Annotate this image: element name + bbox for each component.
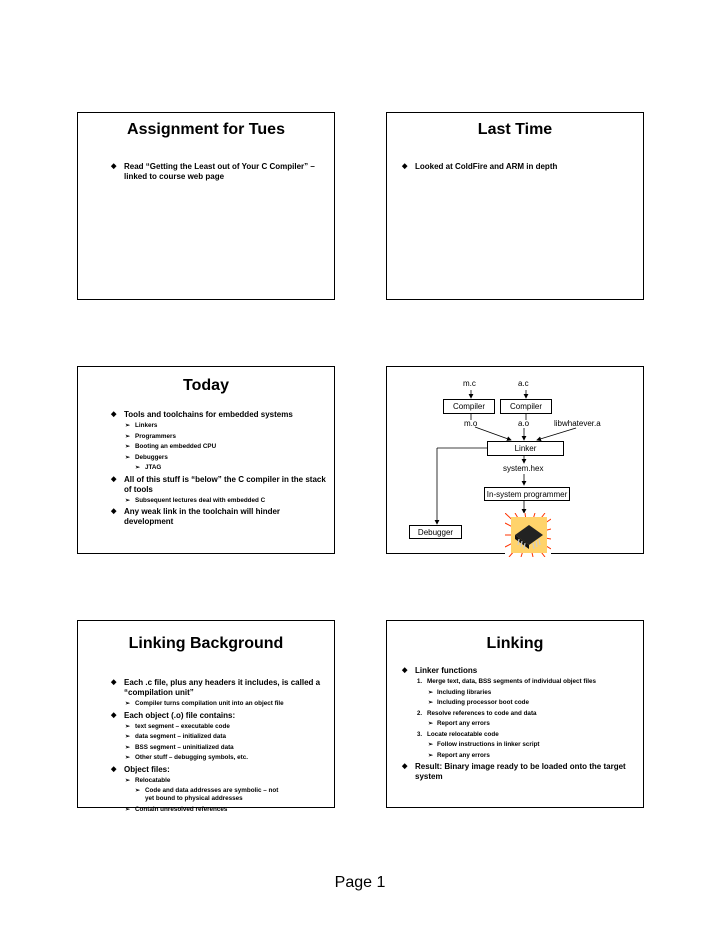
arrow-bullet-icon: ➢ (125, 444, 131, 450)
slide-title: Assignment for Tues (127, 121, 285, 138)
numbered-item: 3. Locate relocatable code (417, 730, 499, 738)
diamond-bullet-icon: ◆ (111, 163, 117, 170)
arrow-bullet-icon: ➢ (135, 465, 141, 471)
arrow-bullet-icon: ➢ (125, 755, 131, 761)
arrow-bullet-icon: ➢ (135, 788, 141, 794)
slide-linking-background (77, 620, 335, 813)
programmer-box: In-system programmer (484, 487, 570, 501)
arrow-bullet-icon: ➢ (125, 423, 131, 429)
bullet-item: ◆ Any weak link in the toolchain will hinder development (111, 507, 281, 526)
sub-bullet-item: ➢ text segment – executable code (125, 722, 230, 730)
sub-bullet-item: ➢ Other stuff – debugging symbols, etc. (125, 754, 249, 761)
diamond-bullet-icon: ◆ (402, 163, 408, 170)
slide-title: Last Time (477, 121, 553, 138)
linker-box: Linker (487, 441, 564, 456)
diamond-bullet-icon: ◆ (402, 763, 408, 770)
arrow-bullet-icon: ➢ (125, 433, 131, 440)
sub-bullet-item: ➢ Linkers (125, 422, 158, 429)
sub-bullet-item: ➢ Contain unresolved references (125, 805, 228, 813)
diamond-bullet-icon: ◆ (111, 765, 117, 773)
object-file-m: m.o (464, 419, 478, 428)
bullet-item: ◆ Result: Binary image ready to be loaded onto the target system (402, 762, 626, 781)
arrow-bullet-icon: ➢ (125, 701, 131, 707)
item-number: 1. (417, 679, 423, 685)
slide-linking (386, 620, 644, 808)
chip-icon (505, 513, 551, 557)
slide-title: Linking (486, 635, 544, 652)
diamond-bullet-icon: ◆ (111, 508, 117, 515)
arrow-bullet-icon: ➢ (125, 777, 131, 784)
item-number: 2. (417, 710, 423, 717)
bullet-list (387, 162, 637, 174)
bullet-item: ◆ All of this stuff is “below” the C compiler in the stack of tools (111, 474, 326, 494)
bullet-list (78, 678, 328, 816)
sub-sub-bullet-item: ➢ Code and data addresses are symbolic – not yet bound to physical addresses (135, 787, 279, 802)
arrow-bullet-icon: ➢ (125, 454, 131, 461)
sub-bullet-item: ➢ Report any errors (428, 720, 490, 727)
sub-bullet-item: ➢ Including libraries (428, 688, 492, 696)
sub-bullet-item: ➢ Subsequent lectures deal with embedded C (125, 496, 266, 504)
sub-sub-bullet-item: ➢ JTAG (135, 464, 162, 471)
diamond-bullet-icon: ◆ (402, 667, 408, 674)
bullet-item: ◆ Looked at ColdFire and ARM in depth (402, 162, 558, 171)
diamond-bullet-icon: ◆ (111, 679, 117, 686)
sub-bullet-item: ➢ Booting an embedded CPU (125, 443, 217, 450)
bullet-list (387, 666, 637, 784)
compiler-box: Compiler (443, 399, 495, 414)
numbered-item: 2. Resolve references to code and data (417, 709, 537, 717)
bullet-item: ◆ Tools and toolchains for embedded systems (111, 410, 293, 419)
sub-bullet-item: ➢ data segment – initialized data (125, 733, 226, 740)
sub-bullet-item: ➢ Report any errors (428, 751, 490, 759)
arrow-bullet-icon: ➢ (125, 806, 131, 813)
source-file-a: a.c (518, 379, 529, 388)
sub-bullet-item: ➢ Compiler turns compilation unit into an object file (125, 700, 284, 707)
object-file-a: a.o (518, 419, 530, 428)
item-number: 3. (417, 731, 423, 738)
arrow-bullet-icon: ➢ (428, 742, 434, 748)
bullet-list (78, 162, 328, 184)
debugger-box: Debugger (409, 525, 462, 539)
bullet-list (78, 410, 328, 529)
bullet-item: ◆ Each .c file, plus any headers it includes, is called a “compilation unit” (111, 678, 321, 697)
bullet-item: ◆ Read “Getting the Least out of Your C Compiler” – linked to course web page (111, 162, 315, 181)
sub-bullet-item: ➢ Follow instructions in linker script (428, 741, 540, 748)
library-file: libwhatever.a (554, 419, 601, 428)
arrow-bullet-icon: ➢ (125, 744, 131, 751)
slide-today (77, 366, 335, 554)
hex-file: system.hex (503, 464, 544, 473)
bullet-item: ◆ Each object (.o) file contains: (111, 710, 236, 720)
arrow-bullet-icon: ➢ (428, 689, 434, 696)
bullet-item: ◆ Object files: (111, 764, 170, 774)
slide-assignment (77, 112, 335, 300)
arrow-bullet-icon: ➢ (125, 734, 131, 740)
diamond-bullet-icon: ◆ (111, 411, 117, 418)
sub-bullet-item: ➢ Programmers (125, 432, 176, 440)
sub-bullet-item: ➢ Relocatable (125, 776, 171, 784)
arrow-bullet-icon: ➢ (428, 700, 434, 706)
diamond-bullet-icon: ◆ (111, 475, 117, 483)
slide-title: Today (183, 377, 229, 394)
arrow-bullet-icon: ➢ (125, 497, 131, 504)
compiler-box: Compiler (500, 399, 552, 414)
sub-bullet-item: ➢ BSS segment – uninitialized data (125, 743, 234, 751)
slide-toolchain-diagram (386, 366, 644, 554)
bullet-item: ◆ Linker functions (402, 666, 478, 675)
arrow-bullet-icon: ➢ (125, 723, 131, 730)
arrow-bullet-icon: ➢ (428, 752, 434, 759)
numbered-item: 1. Merge text, data, BSS segments of individual object files (417, 678, 597, 685)
sub-bullet-item: ➢ Debuggers (125, 453, 168, 461)
sub-bullet-item: ➢ Including processor boot code (428, 699, 530, 706)
slide-last-time (386, 112, 644, 300)
arrow-bullet-icon: ➢ (428, 721, 434, 727)
page-number: Page 1 (334, 874, 386, 891)
diamond-bullet-icon: ◆ (111, 711, 117, 719)
slide-title: Linking Background (128, 635, 284, 652)
source-file-m: m.c (463, 379, 476, 388)
